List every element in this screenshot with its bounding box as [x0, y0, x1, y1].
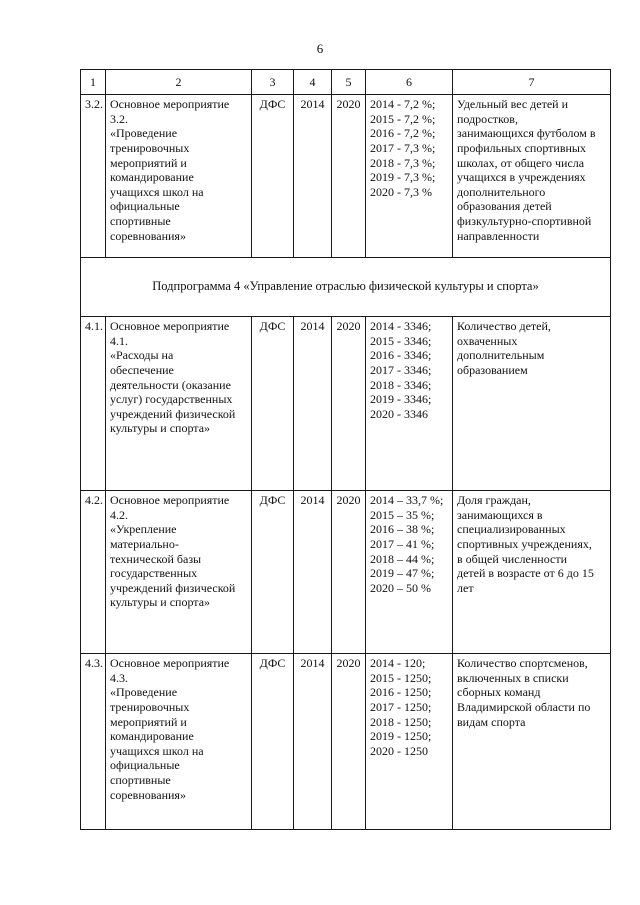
measure-line: учащихся школ на	[110, 184, 204, 199]
indicator-line: дополнительным	[457, 348, 545, 363]
measure-line: государственных	[110, 566, 198, 581]
value-line: 2018 - 7,3 %;	[370, 155, 436, 170]
value-line: 2015 – 35 %;	[370, 507, 435, 522]
header-cell: 6	[366, 70, 453, 95]
indicator-line: лет	[457, 580, 474, 595]
measure-line: 3.2.	[110, 111, 128, 126]
value-line: 2014 - 7,2 %;	[370, 97, 436, 111]
value-line: 2016 – 38 %;	[370, 522, 435, 537]
indicator-line: спортивных учреждениях,	[457, 536, 592, 551]
value-line: 2015 - 7,2 %;	[370, 111, 436, 126]
indicator-line: профильных спортивных	[457, 140, 586, 155]
page-number: 6	[316, 41, 324, 56]
measure-line: Основное мероприятие	[110, 493, 230, 507]
measure-line: «Укрепление	[110, 522, 177, 537]
measure-line: учащихся школ на	[110, 743, 204, 758]
measure-cell	[106, 317, 252, 491]
measure-line: культуры и спорта»	[110, 595, 211, 610]
table-row	[81, 654, 611, 830]
values-cell	[366, 95, 453, 258]
row-number: 3.2.	[81, 95, 106, 258]
measure-line: услуг) государственных	[110, 392, 233, 407]
indicator-line: физкультурно-спортивной	[457, 214, 592, 228]
measure-line: командирование	[110, 729, 194, 744]
end-year-cell: 2020	[332, 654, 366, 830]
value-line: 2014 - 3346;	[370, 319, 432, 333]
measure-line: учреждений физической	[110, 580, 236, 595]
indicator-line: занимающихся в	[457, 507, 543, 522]
measure-line: культуры и спорта»	[110, 421, 211, 436]
row-number: 4.2.	[81, 491, 106, 654]
table-row	[81, 491, 611, 654]
indicator-cell	[453, 317, 611, 491]
header-cell: 3	[252, 70, 294, 95]
measure-line: 4.1.	[110, 333, 128, 348]
value-line: 2016 - 1250;	[370, 685, 432, 700]
values-cell	[366, 654, 453, 830]
header-cell: 5	[332, 70, 366, 95]
start-year-cell: 2014	[294, 95, 332, 258]
value-line: 2020 - 3346	[370, 406, 428, 421]
start-year-cell: 2014	[294, 654, 332, 830]
end-year-cell: 2020	[332, 491, 366, 654]
values-cell	[366, 317, 453, 491]
executor-cell: ДФС	[252, 491, 294, 654]
indicator-line: включенных в списки	[457, 670, 569, 685]
measure-line: спортивные	[110, 773, 171, 787]
value-line: 2017 - 1250;	[370, 699, 432, 714]
measure-line: Основное мероприятие	[110, 319, 230, 333]
executor-cell: ДФС	[252, 654, 294, 830]
indicator-line: Доля граждан,	[457, 493, 531, 507]
indicator-line: учащихся в учреждениях	[457, 170, 586, 185]
start-year-cell: 2014	[294, 317, 332, 491]
measure-line: Основное мероприятие	[110, 97, 230, 111]
indicator-line: специализированных	[457, 522, 566, 537]
measure-cell	[106, 95, 252, 258]
indicator-line: Владимирской области по	[457, 699, 591, 714]
values-cell	[366, 491, 453, 654]
start-year-cell: 2014	[294, 491, 332, 654]
indicator-line: дополнительного	[457, 184, 546, 199]
header-cell: 4	[294, 70, 332, 95]
end-year-cell: 2020	[332, 95, 366, 258]
measure-line: мероприятий и	[110, 155, 187, 170]
measure-line: «Проведение	[110, 126, 178, 141]
table-row	[81, 317, 611, 491]
value-line: 2015 - 3346;	[370, 333, 432, 348]
header-cell: 7	[453, 70, 611, 95]
header-row	[81, 70, 611, 95]
measure-line: мероприятий и	[110, 714, 187, 729]
indicator-line: в общей численности	[457, 551, 567, 566]
measure-line: спортивные	[110, 214, 171, 228]
measure-line: соревнования»	[110, 228, 186, 243]
indicator-cell	[453, 654, 611, 830]
measure-line: технической базы	[110, 551, 202, 566]
value-line: 2020 – 50 %	[370, 580, 431, 595]
indicator-cell	[453, 491, 611, 654]
subprogram-title: Подпрограмма 4 «Управление отраслью физической культуры и спорта»	[81, 258, 611, 317]
indicator-line: видам спорта	[457, 714, 526, 729]
measure-line: деятельности (оказание	[110, 377, 231, 392]
measure-line: «Расходы на	[110, 348, 174, 363]
indicator-line: подростков,	[457, 111, 518, 126]
indicator-line: сборных команд	[457, 685, 541, 700]
value-line: 2016 - 3346;	[370, 348, 432, 363]
end-year-cell: 2020	[332, 317, 366, 491]
value-line: 2017 - 3346;	[370, 362, 432, 377]
indicator-line: занимающихся футболом в	[457, 126, 596, 141]
value-line: 2018 - 3346;	[370, 377, 432, 392]
value-line: 2019 - 1250;	[370, 729, 432, 744]
indicator-cell	[453, 95, 611, 258]
value-line: 2020 - 1250	[370, 743, 428, 758]
measure-line: официальные	[110, 758, 180, 773]
indicator-line: образованием	[457, 362, 528, 377]
value-line: 2016 - 7,2 %;	[370, 126, 436, 141]
value-line: 2018 – 44 %;	[370, 551, 435, 566]
value-line: 2020 - 7,3 %	[370, 184, 432, 199]
measure-line: материально-	[110, 536, 179, 551]
indicator-line: Удельный вес детей и	[457, 97, 569, 111]
measure-line: официальные	[110, 199, 180, 214]
value-line: 2014 – 33,7 %;	[370, 493, 444, 507]
value-line: 2018 - 1250;	[370, 714, 432, 729]
measure-line: тренировочных	[110, 140, 190, 155]
indicator-line: детей в возрасте от 6 до 15	[457, 566, 594, 581]
measure-line: учреждений физической	[110, 406, 236, 421]
measures-table	[80, 69, 611, 830]
value-line: 2019 - 3346;	[370, 392, 432, 407]
value-line: 2019 - 7,3 %;	[370, 170, 436, 185]
indicator-line: школах, от общего числа	[457, 155, 585, 170]
indicator-line: охваченных	[457, 333, 518, 348]
measure-line: командирование	[110, 170, 194, 185]
row-number: 4.3.	[81, 654, 106, 830]
measure-cell	[106, 654, 252, 830]
measure-line: 4.3.	[110, 670, 128, 685]
row-number: 4.1.	[81, 317, 106, 491]
indicator-line: Количество спортсменов,	[457, 656, 588, 670]
value-line: 2014 - 120;	[370, 656, 426, 670]
indicator-line: образования детей	[457, 199, 552, 214]
table-row	[81, 95, 611, 258]
value-line: 2015 - 1250;	[370, 670, 432, 685]
value-line: 2017 - 7,3 %;	[370, 140, 436, 155]
measure-line: тренировочных	[110, 699, 190, 714]
value-line: 2017 – 41 %;	[370, 536, 435, 551]
header-cell: 2	[106, 70, 252, 95]
value-line: 2019 – 47 %;	[370, 566, 435, 581]
measure-line: 4.2.	[110, 507, 128, 522]
indicator-line: Количество детей,	[457, 319, 551, 333]
indicator-line: направленности	[457, 228, 540, 243]
measure-line: Основное мероприятие	[110, 656, 230, 670]
measure-line: соревнования»	[110, 787, 186, 802]
executor-cell: ДФС	[252, 95, 294, 258]
measure-line: обеспечение	[110, 362, 174, 377]
executor-cell: ДФС	[252, 317, 294, 491]
measure-cell	[106, 491, 252, 654]
subprogram-row	[81, 258, 611, 317]
measure-line: «Проведение	[110, 685, 178, 700]
header-cell: 1	[81, 70, 106, 95]
